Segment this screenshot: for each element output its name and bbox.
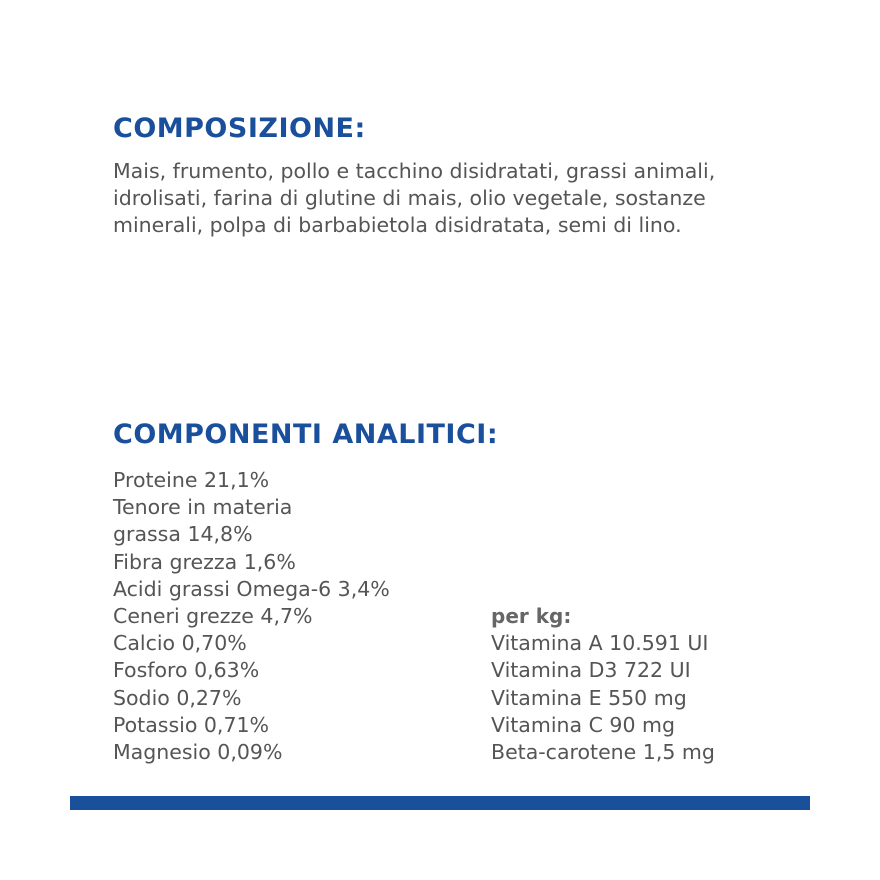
list-item: Fosforo 0,63% <box>113 658 260 683</box>
list-item: Tenore in materia <box>113 495 293 520</box>
list-item: Fibra grezza 1,6% <box>113 549 296 574</box>
list-item: Proteine 21,1% <box>113 468 270 492</box>
analytical-components-list <box>113 467 390 766</box>
per-kg-section <box>491 603 715 766</box>
bottom-divider-bar <box>70 796 810 810</box>
list-item: Vitamina D3 722 UI <box>491 658 691 683</box>
list-item: Beta-carotene 1,5 mg <box>491 740 715 765</box>
analytical-components-heading: COMPONENTI ANALITICI: <box>113 419 499 450</box>
composition-text: Mais, frumento, pollo e tacchino disidratati, grassi animali, idrolisati, farina di glutine di mais, olio vegetale, sostanze minerali, polpa di barbabietola disidratata, semi di lino. <box>113 159 716 237</box>
list-item: Ceneri grezze 4,7% <box>113 604 313 629</box>
vitamins-list <box>491 630 715 766</box>
list-item: Vitamina A 10.591 UI <box>491 631 709 656</box>
list-item: grassa 14,8% <box>113 522 253 547</box>
composition-heading: COMPOSIZIONE: <box>113 113 366 144</box>
list-item: Sodio 0,27% <box>113 685 242 710</box>
list-item: Potassio 0,71% <box>113 712 270 737</box>
per-kg-label: per kg: <box>491 604 572 628</box>
list-item: Calcio 0,70% <box>113 631 247 656</box>
list-item: Magnesio 0,09% <box>113 740 283 765</box>
list-item: Vitamina E 550 mg <box>491 685 687 710</box>
list-item: Vitamina C 90 mg <box>491 712 676 737</box>
list-item: Acidi grassi Omega-6 3,4% <box>113 576 390 601</box>
